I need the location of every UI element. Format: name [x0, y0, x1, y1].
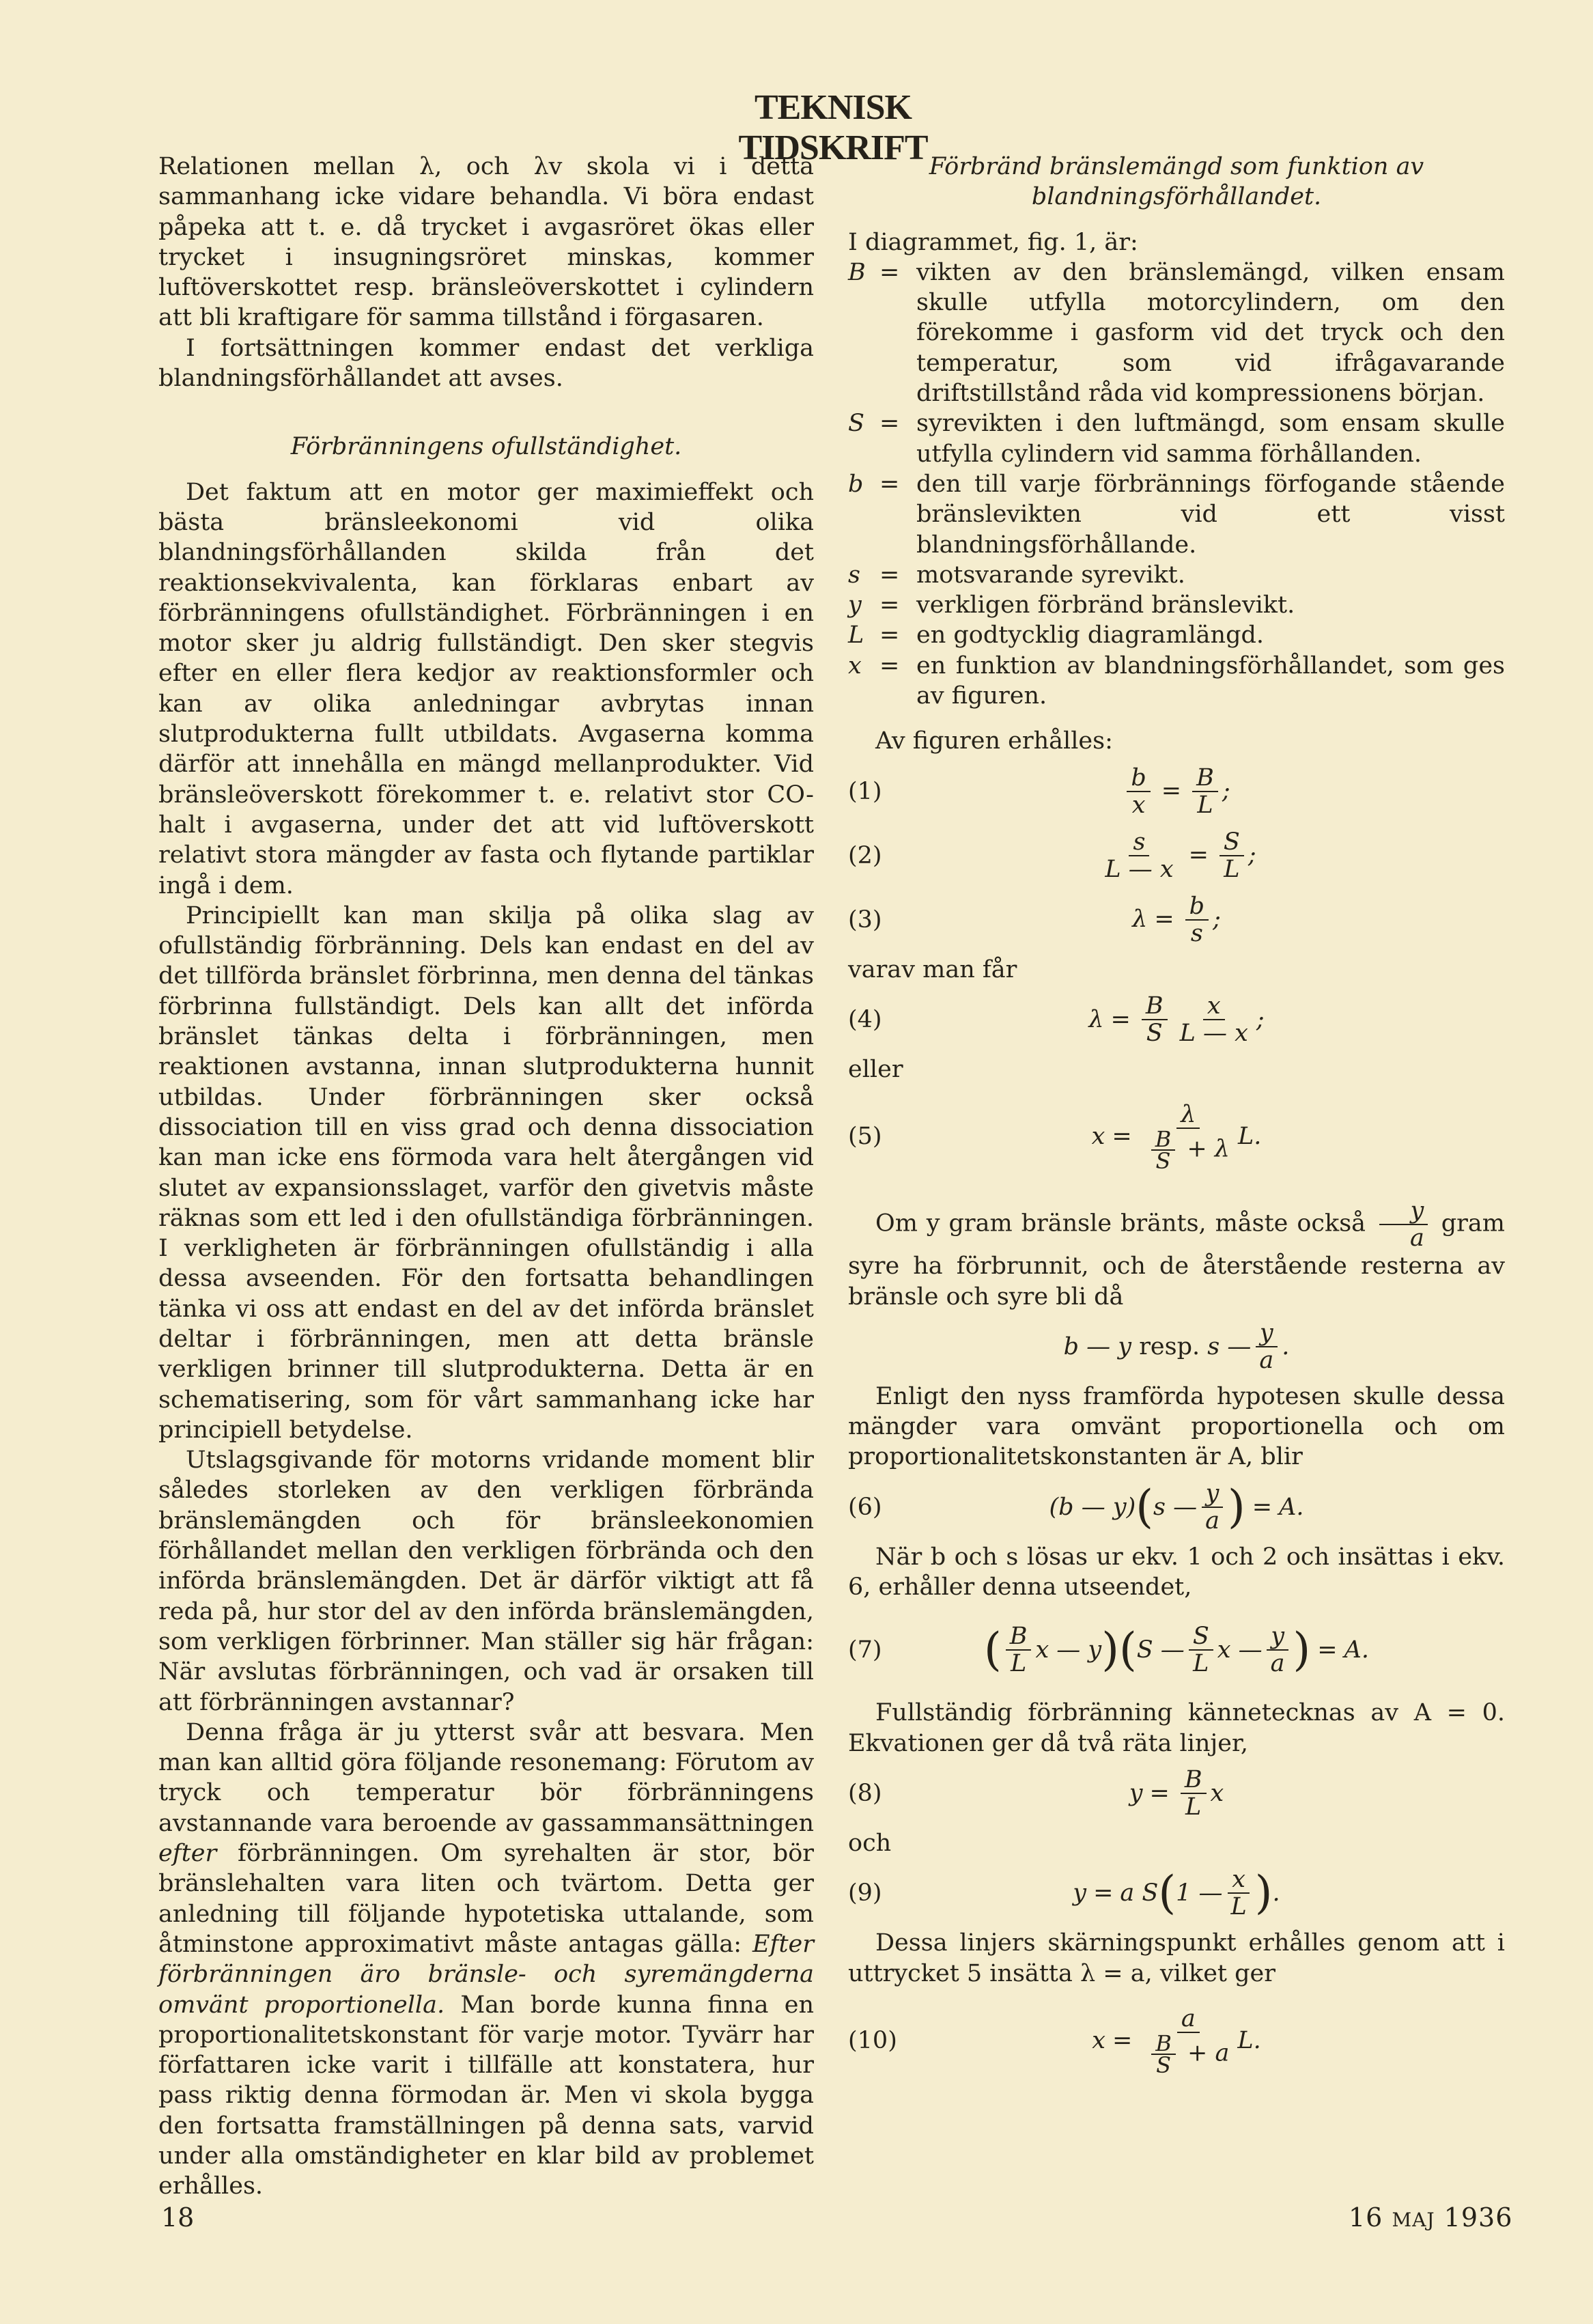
definition-item: y = verkligen förbränd bränslevikt.	[848, 591, 1295, 619]
paragraph-substitution: När b och s lösas ur ekv. 1 och 2 och insättas i ekv. 6, erhåller denna utseendet,	[848, 1543, 1505, 1601]
paragraph-complete-combustion: Fullständig förbränning kännetecknas av A = 0. Ekvationen ger då två räta linjer,	[848, 1699, 1505, 1757]
issue-date: 16 MAJ 1936	[1349, 2202, 1513, 2232]
equation-4: (4) λ = $\frac{B}{S}$ $\frac{x}{L — x}$ ;	[848, 992, 1265, 1047]
paragraph-hypothesis: Denna fråga är ju ytterst svår att besvara. Men man kan alltid göra följande resonemang: Förutom av tryck och temperatur bör förbränningens avstannande vara beroende av gassammansättningen efter förbränningen. Om syrehalten är stor, bör bränslehalten vara liten och tvärtom. Detta ger anledning till följande hypotetiska uttalande, som åtminstone approximativt måste antagas gälla: Efter förbränningen äro bränsle- och syremängderna omvänt proportionella. Man borde kunna finna en proportionalitetskonstant för varje motor. Tyvärr har författaren icke varit i tillfälle att konstatera, hur pass riktig denna förmodan är. Men vi skola bygga den fortsatta framställningen på denna sats, varvid under alla omständigheter en klar bild av problemet erhålles.	[158, 1718, 814, 2200]
paragraph-intersection: Dessa linjers skärningspunkt erhålles genom att i uttrycket 5 insätta λ = a, vilket ger	[848, 1929, 1505, 1987]
equation-6: (6) (b — y) ( s — $\frac{y}{a}$ ) = A.	[848, 1479, 1304, 1535]
equation-9: (9) y = a S ( 1 — $\frac{x}{L}$ ) .	[848, 1866, 1280, 1921]
connector-text: och	[848, 1829, 892, 1857]
connector-text: eller	[848, 1055, 903, 1083]
paragraph-relation: Relationen mellan λ, och λv skola vi i detta sammanhang icke vidare behandla. Vi böra endast påpeka att t. e. då trycket i avgasröret ökas eller trycket i insugningsröret minskas, kommer luftöverskottet resp. bränsleöverskottet i cylindern att bli kraftigare för samma tillstånd i förgasaren.	[158, 153, 814, 332]
paragraph-burnt-fuel: Om y gram bränsle bränts, måste också $\frac{y}{a}$ gram syre ha förbrunnit, och de återstående resterna av bränsle och syre bli då	[848, 1197, 1505, 1311]
definition-list	[848, 257, 1505, 711]
section-heading-incomplete-combustion: Förbränningens ofullständighet.	[290, 433, 682, 461]
page-number: 18	[161, 2202, 195, 2232]
equation-8: (8) y = $\frac{B}{L}$ x	[848, 1765, 1224, 1821]
equation-5: (5) x = λ $\frac{B}{S}$ + λ L.	[848, 1101, 1262, 1175]
paragraph-fact: Det faktum att en motor ger maximieffekt och bästa bränsleekonomi vid olika blandningsförhållanden skilda från det reaktionsekvivalenta, kan förklaras enbart av förbränningens ofullständighet. Förbränningen i en motor sker ju aldrig fullständigt. Den sker stegvis efter en eller flera kedjor av reaktionsformler och kan av olika anledningar avbrytas innan slutprodukterna fullt utbildats. Avgaserna komma därför att innehålla en mängd mellanprodukter. Vid bränsleöverskott förekommer t. e. relativt stor CO-halt i avgaserna, under det att vid luftöverskott relativt stora mängder av fasta och flytande partiklar ingå i dem.	[158, 478, 814, 899]
paragraph-figure-intro: Av figuren erhålles:	[875, 727, 1113, 755]
definition-item: s = motsvarande syrevikt.	[848, 561, 1185, 589]
paragraph-torque: Utslagsgivande för motorns vridande moment blir således storleken av den verkligen förbrända bränslemängden och för bränsleekonomien förhållandet mellan den verkligen förbrända och den införda bränslemängden. Det är därför viktigt att få reda på, hur stor del av den införda bränslemängden, som verkligen förbrinner. Man ställer sig här frågan: När avslutas förbränningen, och vad är orsaken till att förbränningen avstannar?	[158, 1446, 814, 1716]
equation-remainders: b — y resp. s — $\frac{y}{a}$ .	[1063, 1319, 1290, 1374]
definition-item: L = en godtycklig diagramlängd.	[848, 621, 1265, 649]
definition-item: x = en funktion av blandningsförhållandet, som ges av figuren.	[848, 652, 1505, 710]
equation-3: (3) λ = $\frac{b}{s}$ ;	[848, 892, 1221, 947]
connector-text: varav man får	[848, 955, 1017, 983]
equation-2: (2) $\frac{s}{L — x}$ = $\frac{S}{L}$ ;	[848, 828, 1256, 883]
left-column	[158, 152, 814, 2202]
equation-1: (1) $\frac{b}{x}$ = $\frac{B}{L}$ ;	[848, 764, 1230, 819]
paragraph-principle: Principiellt kan man skilja på olika slag av ofullständig förbränning. Dels kan endast en del av det tillförda bränslet förbrinna, men denna del tänkas förbrinna fullständigt. Dels kan allt det införda bränslet tänkas delta i förbränningen, men reaktionen avstanna, innan slutprodukterna hunnit utbildas. Under förbränningen sker också dissociation till en viss grad och denna dissociation kan man icke ens förmoda vara helt återgången vid slutet av expansionsslaget, varför den givetvis måste räknas som ett led i den ofullständiga förbränningen. I verkligheten är förbränningen ofullständig i alla dessa avseenden. För den fortsatta behandlingen tänka vi oss att endast en del av det införda bränslet deltar i förbränningen, men att detta bränsle verkligen brinner till slutprodukterna. Detta är en schematisering, som för vårt sammanhang icke har principiell betydelse.	[158, 901, 814, 1444]
equation-10: (10) x = a $\frac{B}{S}$ + a L.	[848, 2004, 1261, 2078]
equation-7: (7) ( $\frac{B}{L}$ x — y ) ( S — $\frac{S}{L}$ x — $\frac{y}{a}$ ) = A.	[848, 1623, 1370, 1678]
paragraph-continuation: I fortsättningen kommer endast det verkliga blandningsförhållandet att avses.	[158, 334, 814, 393]
section-heading-burnt-fuel: Förbränd bränslemängd som funktion av blandningsförhållandet.	[929, 153, 1424, 211]
paragraph-diagram-intro: I diagrammet, fig. 1, är:	[848, 228, 1138, 256]
definition-item: B = vikten av den bränslemängd, vilken ensam skulle utfylla motorcylindern, om den förekomme i gasform vid det tryck och den temperatur, som vid ifrågavarande driftstillstånd råda vid kompressionens början.	[848, 258, 1505, 408]
definition-item: S = syrevikten i den luftmängd, som ensam skulle utfylla cylindern vid samma förhållanden.	[848, 410, 1505, 468]
definition-item: b = den till varje förbrännings förfogande stående bränslevikten vid ett visst blandningsförhållande.	[848, 470, 1505, 559]
right-column	[848, 152, 1505, 2092]
paragraph-hypothesis-applied: Enligt den nyss framförda hypotesen skulle dessa mängder vara omvänt proportionella och om proportionalitetskonstanten är A, blir	[848, 1382, 1505, 1471]
masthead: TEKNISK TIDSKRIFT	[738, 88, 928, 167]
